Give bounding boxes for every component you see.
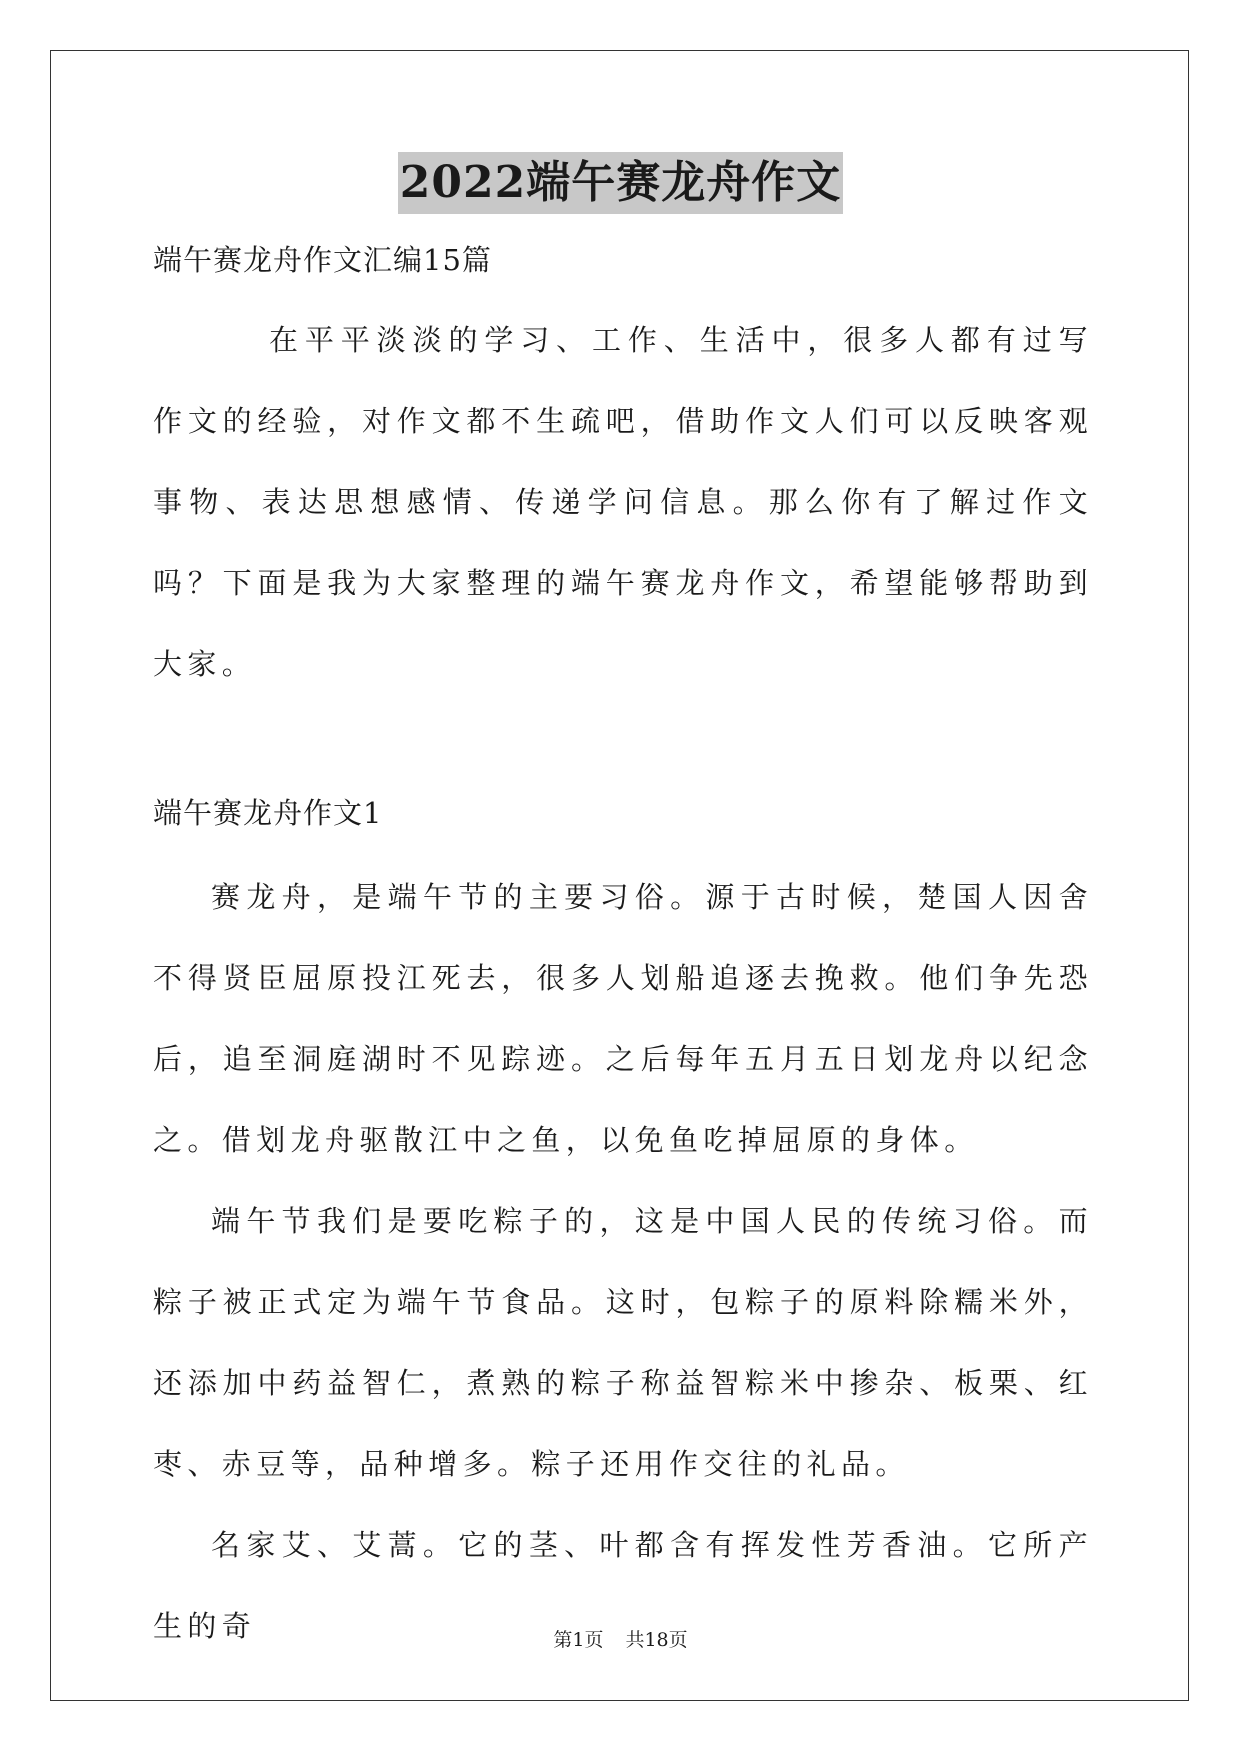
title-container	[0, 152, 1241, 214]
intro-paragraph: 在平平淡淡的学习、工作、生活中，很多人都有过写作文的经验，对作文都不生疏吧，借助作文人们可以反映客观事物、表达思想感情、传递学问信息。那么你有了解过作文吗？下面是我为大家整理的端午赛龙舟作文，希望能够帮助到大家。	[153, 323, 1093, 681]
page-footer	[0, 1626, 1241, 1654]
page-total: 共18页	[625, 1629, 688, 1651]
section-heading: 端午赛龙舟作文1	[153, 796, 383, 830]
document-body	[153, 230, 1093, 1667]
body-paragraph: 名家艾、艾蒿。它的茎、叶都含有挥发性芳香油。它所产生的奇	[153, 1528, 1093, 1643]
document-title: 2022端午赛龙舟作文	[398, 152, 843, 214]
page-number: 第1页	[553, 1629, 604, 1651]
body-paragraph: 端午节我们是要吃粽子的，这是中国人民的传统习俗。而粽子被正式定为端午节食品。这时，包粽子的原料除糯米外，还添加中药益智仁，煮熟的粽子称益智粽米中掺杂、板栗、红枣、赤豆等，品种增多。粽子还用作交往的礼品。	[153, 1204, 1093, 1481]
body-paragraph: 赛龙舟，是端午节的主要习俗。源于古时候，楚国人因舍不得贤臣屈原投江死去，很多人划船追逐去挽救。他们争先恐后，追至洞庭湖时不见踪迹。之后每年五月五日划龙舟以纪念之。借划龙舟驱散江中之鱼，以免鱼吃掉屈原的身体。	[153, 880, 1093, 1157]
document-subtitle: 端午赛龙舟作文汇编15篇	[153, 243, 492, 277]
